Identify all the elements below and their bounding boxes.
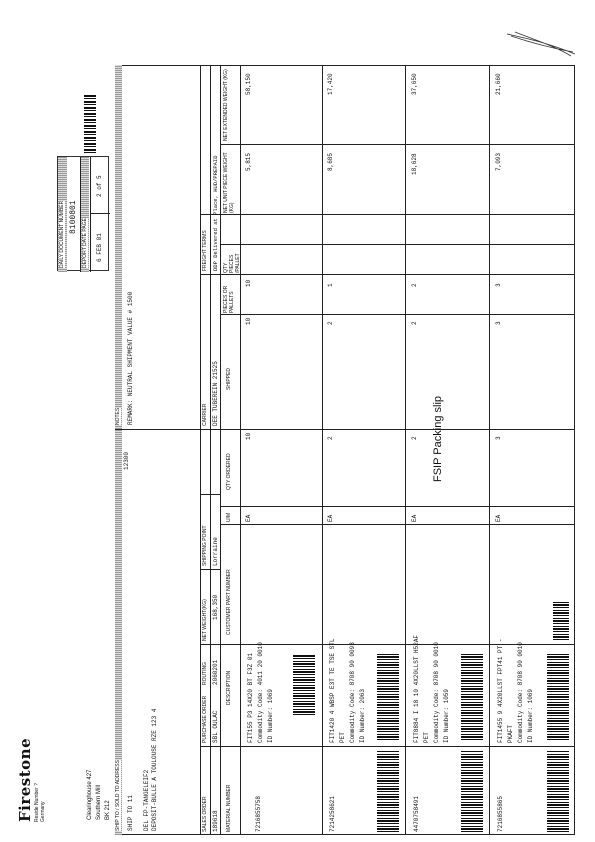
row3-barcode-b [461,652,483,740]
sales-order-value: 189618 [212,810,219,832]
col-qty-ordered: QTY ORDERED [226,453,232,490]
row2-shipped: 2 [327,321,334,325]
row1-desc-2: Commodity Code: 4011 20 0010 [257,642,264,743]
row2-desc-2: PET [339,732,346,743]
row2-desc-1: FIT1420 4 WBSP E3T TE TSE STL [329,638,336,743]
row2-pallets: 1 [327,283,334,287]
row4-material: 7216855865 [497,795,504,832]
net-weight-label: NET WEIGHT(KG) [202,599,208,641]
row4-desc-4: ID Number: 1069 [527,688,534,743]
signature-scribble [505,28,577,58]
notes-value: REMARK: NEUTRAL SHIPMENT VALUE # 1500 [127,291,134,425]
col-description: DESCRIPTION [226,670,232,705]
row2-desc-4: ID Number: 2063 [359,688,366,743]
brand-logo [16,738,46,822]
row4-shipped: 3 [495,321,502,325]
row1-unit-weight: 5,815 [245,152,252,171]
doc-number-label: DAILY DOCUMENT NUMBER [59,200,65,268]
ship-to-line-2: DEL FP-TANGELEIF2 [143,769,150,831]
row4-barcode-a [547,750,569,832]
brand-sub-1: Reside Number ? [34,783,40,822]
row4-barcode-c [553,600,569,640]
row2-material: 7214258621 [329,795,336,832]
row2-ordered: 2 [327,436,334,440]
row4-desc-2: PKAFT [507,724,514,743]
packing-table [115,65,575,835]
carrier-label: CARRIER [202,403,208,426]
row3-uom: EA [411,514,418,522]
col-uom: U/M [226,512,232,522]
purchase-order-value: SBL OULAC [212,710,219,743]
ship-to-line-3: DEPOSIT-BULLE A TOULOUSE RZE 123 4 [151,708,158,831]
carrier-value: DEE TUBEREIN 21525 [212,361,219,426]
col-customer-part: CUSTOMER PART NUMBER [226,569,232,635]
row3-material: 4470758491 [413,795,420,832]
row4-ext-weight: 21,660 [495,73,502,95]
row3-desc-4: ID Number: 1059 [443,688,450,743]
row2-desc-3: Commodity Code: 8708 90 0093 [349,642,356,743]
routing-label: ROUTING [202,661,208,685]
row1-desc-3: ID Number: 1069 [267,688,274,743]
row3-desc-3: Commodity Code: 8708 90 0010 [433,642,440,743]
page-title: FSIP Packing slip [432,395,444,482]
row3-pallets: 2 [411,283,418,287]
row4-ordered: 3 [495,436,502,440]
shipping-point-value: Lorraine [212,537,219,566]
row1-pallets: 10 [245,279,252,287]
row1-ordered: 10 [245,432,252,440]
row3-unit-weight: 18,628 [411,153,418,175]
row2-ext-weight: 17,420 [327,73,334,95]
row1-uom: EA [245,514,252,522]
row1-ext-weight: 58,150 [245,73,252,95]
ship-to-code: 12300 [123,451,130,470]
doc-date: 6 FEB 01 [96,233,103,262]
doc-page: 2 of 5 [96,175,103,197]
net-weight-value: 168,350 [212,594,219,620]
row1-barcode [293,655,315,715]
shipping-point-label: SHIPPING POINT [202,525,208,566]
row3-desc-2: PET [423,732,430,743]
row3-desc-1: FIT8884 I 18 10 4X20LLST H52AF [413,634,420,743]
row2-unit-weight: 8,685 [327,152,334,171]
row3-ordered: 2 [411,436,418,440]
ship-to-label: SHIP TO / SOLD TO ADDRESS [115,760,121,831]
routing-value: 2060201 [212,659,219,685]
row2-uom: EA [327,514,334,522]
row2-barcode-a [377,750,399,832]
row3-barcode-a [461,750,483,832]
ship-to-line-1: SHIP TO 11 [127,794,134,831]
sales-order-label: SALES ORDER [202,796,208,832]
col-material: MATERIAL NUMBER [226,784,232,832]
notes-label: NOTES [115,407,121,425]
col-qty-per-pallet: QTY PIECES /PALLET [223,253,241,273]
row1-material: 7216855758 [255,795,262,832]
brand-sub-2: Germany [40,801,46,822]
document-number-box [57,156,109,271]
row3-shipped: 2 [411,321,418,325]
contact-line-1: Clearinghouse 427 [87,769,93,820]
doc-number: 8100801 [69,200,78,234]
row4-uom: EA [495,514,502,522]
purchase-order-label: PURCHASE ORDER [202,695,208,743]
row1-shipped: 10 [245,317,252,325]
freight-terms-label: FREIGHT TERMS [202,230,208,271]
row4-desc-1: FIT1455 9 4X20LLST FPT41 PT - [497,638,504,743]
col-net-unit-weight: NET UNIT PIECE WEIGHT (KG) [223,152,235,213]
row4-desc-3: Commodity Code: 8708 90 0010 [517,642,524,743]
col-pallets: PIECES OR PALLETS [223,285,235,313]
brand-name: Firestone [16,737,34,822]
contact-line-2: Southern Mill [96,784,102,820]
contact-line-3: BK 212 [105,800,111,820]
row4-unit-weight: 7,093 [495,152,502,171]
contact-block [86,770,113,820]
col-net-ext-weight: NET EXTENDED WEIGHT (KG) [223,69,229,141]
document-barcode [84,95,96,153]
doc-date-label: DEPORT DATE PAGE [82,218,88,268]
freight-terms-value: DDP Delivered at Place, HUD/PREPAID [212,155,219,271]
row4-barcode-b [547,652,569,740]
row1-desc-1: FIT155 P3 14X20 BT F3Z 01 [247,652,254,743]
row4-pallets: 3 [495,283,502,287]
row3-ext-weight: 37,650 [411,73,418,95]
row2-barcode-b [377,652,399,740]
col-shipped: SHIPPED [226,368,232,390]
